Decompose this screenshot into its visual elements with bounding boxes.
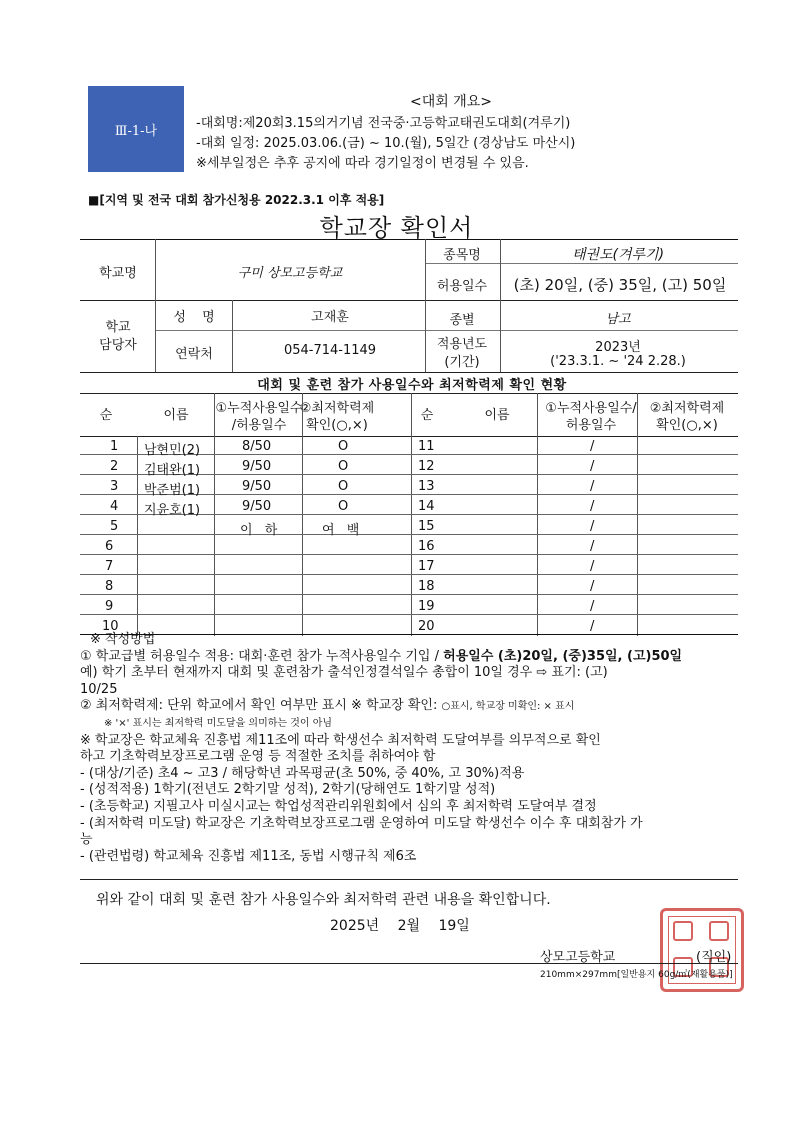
header-no-right: 순 — [420, 408, 434, 423]
manager-label-2: 담당자 — [99, 338, 137, 353]
section-tab: Ⅲ-1-나 — [88, 86, 184, 172]
row-days-right: / — [590, 479, 595, 494]
table-row — [80, 478, 738, 498]
row-days-right: / — [590, 619, 595, 634]
period-value: ('23.3.1. ~ '24 2.28.) — [550, 354, 686, 369]
seal-position: (직인) — [696, 950, 732, 965]
sub-header: ■[지역 및 전국 대회 참가신청용 2022.3.1 이후 적용] — [88, 193, 385, 207]
days-value: (초) 20일, (중) 35일, (고) 50일 — [513, 276, 727, 294]
year-label-2: (기간) — [444, 355, 480, 370]
header-days-2: /허용일수 — [231, 418, 287, 433]
status-title: 대회 및 훈련 참가 사용일수와 최저학력제 확인 현황 — [257, 378, 567, 393]
document-title: 학교장 확인서 — [319, 214, 474, 242]
row-check: O — [338, 439, 349, 454]
row-no: 4 — [110, 499, 119, 514]
overview-note: ※세부일정은 추후 공지에 따라 경기일정이 변경될 수 있음. — [196, 156, 529, 171]
manager-label-1: 학교 — [105, 320, 131, 335]
note-2: ② 최저학력제: 단위 학교에서 확인 여부만 표시 ※ 학교장 확인: ○표시, 학교장 미확인: × 표시 — [80, 698, 575, 714]
table-row — [80, 518, 738, 538]
header-name-right: 이름 — [484, 408, 510, 423]
note-8: - (관련법령) 학교체육 진흥법 제11조, 동법 시행규칙 제6조 — [80, 848, 417, 864]
col-divider — [425, 239, 426, 372]
table-row — [80, 578, 738, 595]
col-divider — [232, 300, 233, 372]
header-check-right-1: ②최저학력제 — [649, 401, 725, 416]
row-no: 6 — [105, 539, 114, 554]
row-no-right: 13 — [418, 479, 435, 494]
row-days: 9/50 — [242, 459, 272, 474]
header-name: 이름 — [163, 408, 189, 423]
table-row — [80, 538, 738, 555]
overview-name: -대회명:제20회3.15의거기념 전국중·고등학교태권도대회(겨루기) — [196, 116, 571, 131]
col-divider — [155, 239, 156, 372]
row-no: 7 — [105, 559, 114, 574]
confirmation-text: 위와 같이 대회 및 훈련 참가 사용일수와 최저학력 관련 내용을 확인합니다. — [96, 892, 551, 908]
row-no-right: 14 — [418, 499, 435, 514]
row-no-right: 15 — [418, 519, 435, 534]
row-check: O — [338, 499, 349, 514]
row-no: 1 — [110, 439, 119, 454]
header-check-right-2: 확인(○,×) — [656, 418, 718, 433]
gender-label: 종별 — [449, 313, 475, 328]
note-7: - (최저학력 미도달) 학교장은 기초학력보장프로그램 운영하여 미도달 학생선수 이수 후 대회참가 가 — [80, 815, 643, 831]
header-days-1: ①누적사용일수 — [215, 401, 303, 416]
row-no-right: 19 — [418, 599, 435, 614]
row-days: 9/50 — [242, 499, 272, 514]
row-days-right: / — [590, 539, 595, 554]
row-no: 2 — [110, 459, 119, 474]
footer-rule — [80, 963, 738, 964]
row-days-right: / — [590, 499, 595, 514]
row-days-right: / — [590, 559, 595, 574]
gender-value: 남고 — [605, 312, 631, 327]
issue-date: 2025년 2월 19일 — [330, 918, 470, 934]
rule — [80, 879, 738, 880]
row-no-right: 18 — [418, 579, 435, 594]
note-1-example: 예) 학기 초부터 현재까지 대회 및 훈련참가 출석인정결석일수 총합이 10일 경우 ⇨ 표기: (고) — [80, 665, 608, 681]
school-label: 학교명 — [99, 266, 137, 281]
contact-value: 054-714-1149 — [283, 343, 377, 358]
header-check-2: 확인(○,×) — [306, 418, 368, 433]
table-row — [80, 598, 738, 615]
competition-overview — [196, 92, 616, 174]
days-label: 허용일수 — [436, 279, 488, 294]
sport-label: 종목명 — [443, 248, 481, 263]
row-days-right: / — [590, 579, 595, 594]
name-label: 성 명 — [173, 310, 215, 325]
header-check-1: ②최저학력제 — [299, 401, 375, 416]
table-row — [80, 558, 738, 575]
row-days: 9/50 — [242, 479, 272, 494]
row-days-right: / — [590, 439, 595, 454]
row-no: 5 — [110, 519, 119, 534]
notes-heading: ※ 작성방법 — [90, 632, 156, 647]
rule — [80, 372, 738, 373]
row-no-right: 20 — [418, 619, 435, 634]
rule — [155, 330, 738, 331]
row-no: 3 — [110, 479, 119, 494]
rule — [80, 436, 738, 437]
instructions — [80, 632, 740, 865]
row-no: 8 — [105, 579, 114, 594]
col-divider — [500, 239, 501, 372]
rule — [80, 393, 738, 394]
sport-value: 태권도(겨루기) — [571, 247, 665, 263]
table-row — [80, 438, 738, 458]
row-name: 김태완(1) — [144, 463, 201, 478]
overview-title: <대회 개요> — [409, 94, 492, 110]
row-check: O — [338, 479, 349, 494]
row-no: 10 — [102, 619, 119, 634]
row-name: 박준범(1) — [144, 483, 201, 498]
header-days-right-1: ①누적사용일수/ — [545, 401, 637, 416]
table-top-rule — [80, 239, 738, 240]
row-days-right: / — [590, 459, 595, 474]
row-no-right: 17 — [418, 559, 435, 574]
note-5: - (성적적용) 1학기(전년도 2학기말 성적), 2학기(당해연도 1학기말 성적) — [80, 782, 496, 798]
note-7-cont: 능 — [80, 832, 93, 848]
row-no: 9 — [105, 599, 114, 614]
note-2-sub: ※ '×' 표시는 최저학력 미도달을 의미하는 것이 아님 — [104, 717, 333, 729]
signer-school: 상모고등학교 — [540, 950, 616, 965]
table-row — [80, 498, 738, 518]
note-3: ※ 학교장은 학교체육 진흥법 제11조에 따라 학생선수 최저학력 도달여부를 의무적으로 확인 — [80, 732, 601, 748]
name-value: 고재훈 — [311, 310, 349, 325]
note-6: - (초등학교) 지필고사 미실시교는 학업성적관리위원회에서 심의 후 최저학력 도달여부 결정 — [80, 798, 597, 814]
row-name: 남현민(2) — [144, 443, 201, 458]
row-name: 지윤호(1) — [144, 503, 201, 518]
rule — [80, 300, 738, 301]
row-no-right: 11 — [418, 439, 435, 454]
note-1-example-cont: 10/25 — [80, 681, 118, 697]
row-days-right: / — [590, 599, 595, 614]
table-row — [80, 458, 738, 478]
school-value: 구미 상모고등학교 — [237, 266, 343, 281]
header-no: 순 — [99, 408, 113, 423]
row-no-right: 12 — [418, 459, 435, 474]
overview-dates: -대회 일정: 2025.03.06.(금) ~ 10.(월), 5일간 (경상남도 마산시) — [196, 136, 576, 151]
note-3-cont: 하고 기초학력보장프로그램 운영 등 적절한 조치를 취하여야 함 — [80, 749, 436, 765]
row-days: 이 하 — [240, 523, 278, 538]
row-days: 8/50 — [242, 439, 272, 454]
row-check: O — [338, 459, 349, 474]
header-days-right-2: 허용일수 — [565, 418, 617, 433]
note-1: ① 학교급별 허용일수 적용: 대회·훈련 참가 누적사용일수 기입 / 허용일수 (초)20일, (중)35일, (고)50일 — [80, 648, 683, 664]
note-4: - (대상/기준) 초4 ~ 고3 / 해당학년 과목평균(초 50%, 중 40%, 고 30%)적용 — [80, 765, 525, 781]
row-no-right: 16 — [418, 539, 435, 554]
year-value: 2023년 — [595, 340, 641, 355]
year-label-1: 적용년도 — [436, 337, 488, 352]
contact-label: 연락처 — [175, 347, 213, 362]
paper-spec: 210mm×297mm[일반용지 60g/㎡(재활용품)] — [540, 970, 733, 980]
row-check: 여 백 — [322, 523, 360, 538]
row-days-right: / — [590, 519, 595, 534]
